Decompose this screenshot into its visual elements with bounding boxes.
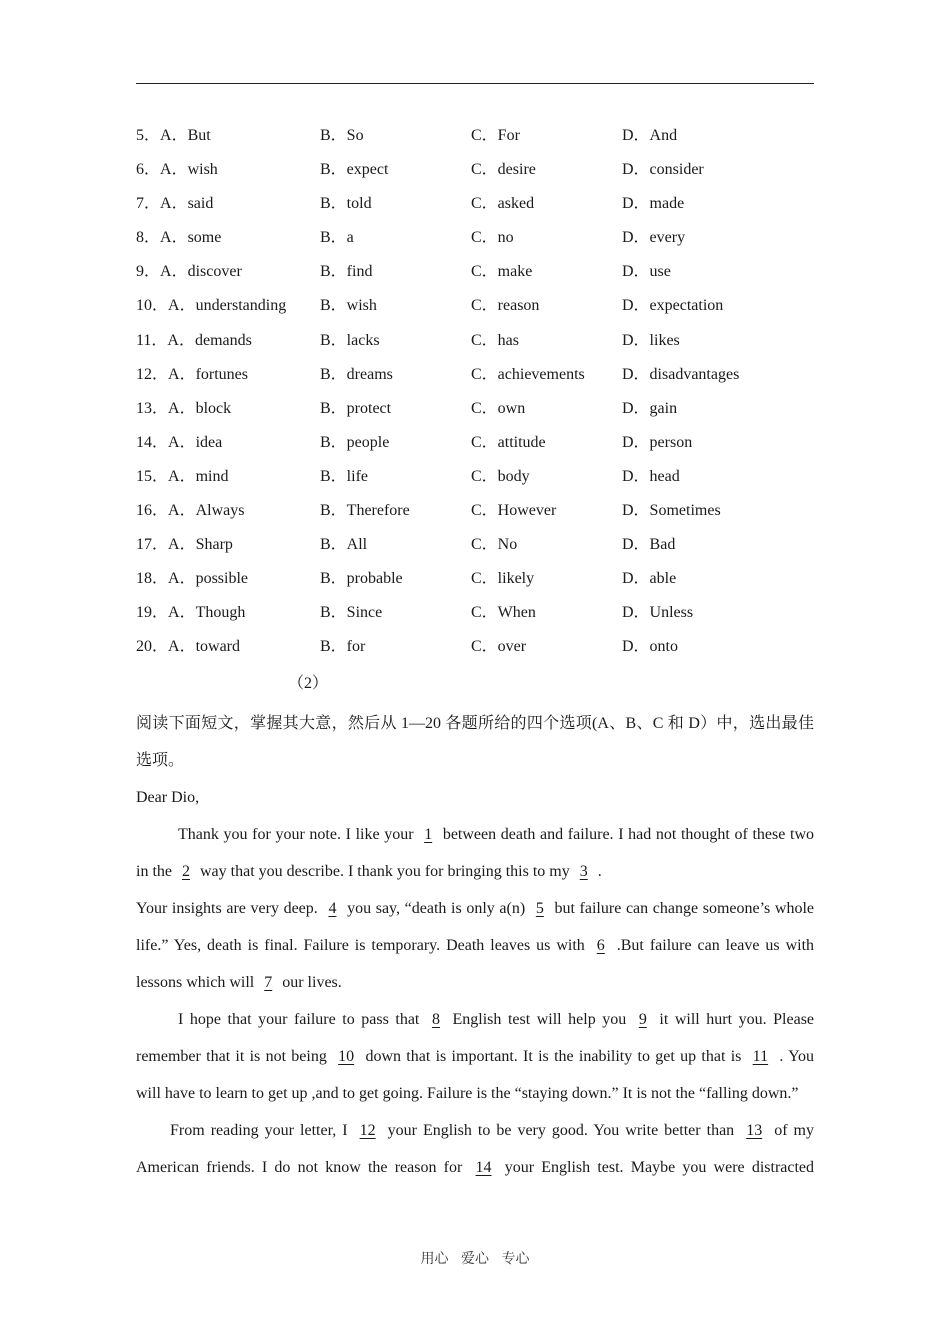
option-c: C．attitude [471, 433, 546, 451]
option-b: B．Therefore [320, 502, 410, 520]
option-a: A．possible [168, 570, 249, 588]
option-b: B．for [320, 638, 366, 656]
option-row [136, 397, 814, 431]
option-b: B．wish [320, 297, 377, 315]
option-b: B．All [320, 536, 368, 554]
option-c: C．no [471, 229, 514, 247]
paragraph-4: From reading your letter, I 12 your English to be very good. You write better than 13 of my American friends. I do not know the reason for 14 your English test. Maybe you were distracted [136, 1122, 815, 1176]
question-cell [136, 192, 213, 216]
question-cell [136, 567, 248, 591]
paragraph-2: Your insights are very deep. 4 you say, “death is only a(n) 5 but failure can change someone’s whole life.” Yes, death is final. Failure is temporary. Death leaves us with 6 .But failure can leave us with lessons which will 7 our lives. [136, 900, 815, 991]
option-a: A．idea [168, 433, 223, 451]
option-a: A．But [160, 127, 211, 144]
option-c: C．likely [471, 570, 535, 588]
option-d: D．every [622, 229, 686, 247]
option-b: B．life [320, 467, 368, 485]
option-row [136, 294, 814, 328]
option-a: A．block [168, 399, 232, 417]
question-cell [136, 260, 242, 284]
option-row [136, 260, 814, 294]
question-cell [136, 329, 252, 353]
option-c: C．reason [471, 297, 540, 315]
question-number: 17． [136, 536, 169, 554]
option-d: D．head [622, 467, 680, 485]
question-number: 10． [136, 297, 169, 315]
option-d: D．person [622, 433, 693, 451]
question-cell [136, 397, 231, 421]
option-c: C．No [471, 536, 518, 554]
section-label: （2） [288, 675, 329, 692]
blank: 14 [475, 1159, 492, 1176]
blank: 10 [338, 1048, 355, 1065]
option-d: D．Sometimes [622, 502, 721, 520]
blank: 4 [328, 900, 337, 917]
option-b: B．people [320, 433, 390, 451]
option-d: D．expectation [622, 297, 724, 315]
option-c: C．own [471, 399, 526, 417]
paragraph-3: I hope that your failure to pass that 8 English test will help you 9 it will hurt you. Please remember that it is not being 10 down that is important. It is the inability to get up that is 11 . You will have to learn to get up ,and to get going. Failure is the “staying down.” It is not the “falling down.” [136, 1011, 815, 1102]
blank: 2 [182, 863, 190, 880]
blank: 5 [535, 900, 544, 917]
header-rule [136, 83, 814, 84]
option-a: A．Sharp [168, 536, 233, 554]
question-number: 19． [136, 604, 169, 622]
option-b: B．So [320, 127, 364, 144]
option-c: C．achievements [471, 365, 585, 383]
option-row [136, 601, 814, 635]
blank: 12 [359, 1122, 376, 1139]
option-row [136, 567, 814, 601]
question-number: 9． [136, 263, 161, 281]
option-c: C．has [471, 331, 520, 349]
option-b: B．told [320, 195, 372, 213]
question-number: 12． [136, 365, 169, 383]
question-cell [136, 465, 228, 489]
passage [136, 705, 814, 1186]
question-cell [136, 499, 244, 523]
option-a: A．Always [168, 502, 245, 520]
question-number: 20． [136, 638, 169, 656]
option-c: C．When [471, 604, 536, 622]
question-number: 11． [136, 331, 168, 349]
option-b: B．lacks [320, 331, 380, 349]
blank: 13 [746, 1122, 763, 1139]
page-footer: 用心 爱心 专心 [420, 1251, 530, 1267]
option-a: A．toward [168, 638, 241, 656]
blank: 1 [424, 826, 433, 843]
option-c: C．asked [471, 195, 535, 213]
option-d: D．And [622, 127, 678, 144]
option-a: A．demands [167, 331, 252, 349]
option-a: A．wish [160, 161, 218, 179]
question-cell [136, 294, 286, 318]
option-a: A．said [160, 195, 214, 213]
option-row [136, 533, 814, 567]
option-c: C．For [471, 127, 520, 144]
question-number: 7． [136, 195, 161, 213]
option-b: B．dreams [320, 365, 393, 383]
instructions: 阅读下面短文，掌握其大意，然后从 1—20 各题所给的四个选项(A、B、C 和 D）中，选出最佳选项。 [136, 715, 814, 769]
blank: 6 [596, 937, 605, 954]
greeting: Dear Dio, [136, 789, 200, 806]
option-d: D．Bad [622, 536, 676, 554]
option-d: D．disadvantages [622, 365, 740, 383]
option-c: C．However [471, 502, 557, 520]
question-number: 5． [136, 127, 161, 144]
option-b: B．find [320, 263, 373, 281]
option-a: A．Though [168, 604, 246, 622]
option-a: A．discover [160, 263, 242, 281]
options-list [136, 124, 814, 670]
option-row [136, 158, 814, 192]
option-d: D．able [622, 570, 677, 588]
blank: 3 [579, 863, 588, 880]
option-d: D．gain [622, 399, 678, 417]
option-d: D．likes [622, 331, 680, 349]
option-b: B．probable [320, 570, 403, 588]
question-number: 15． [136, 467, 169, 485]
option-b: B．Since [320, 604, 383, 622]
option-row [136, 499, 814, 533]
option-a: A．fortunes [168, 365, 249, 383]
question-number: 6． [136, 161, 161, 179]
question-cell [136, 158, 218, 182]
option-c: C．over [471, 638, 527, 656]
option-a: A．understanding [168, 297, 287, 315]
question-cell [136, 635, 240, 659]
option-b: B．expect [320, 161, 389, 179]
question-cell [136, 601, 245, 625]
option-a: A．some [160, 229, 222, 247]
option-row [136, 124, 814, 158]
option-row [136, 226, 814, 260]
option-row [136, 465, 814, 499]
option-b: B．protect [320, 399, 392, 417]
question-number: 8． [136, 229, 161, 247]
option-d: D．Unless [622, 604, 694, 622]
question-cell [136, 431, 222, 455]
question-number: 16． [136, 502, 169, 520]
question-cell [136, 533, 233, 557]
option-c: C．body [471, 467, 530, 485]
question-number: 14． [136, 433, 169, 451]
question-cell [136, 124, 211, 148]
option-d: D．use [622, 263, 671, 281]
option-row [136, 363, 814, 397]
option-a: A．mind [168, 467, 229, 485]
option-row [136, 431, 814, 465]
option-c: C．make [471, 263, 533, 281]
question-cell [136, 226, 221, 250]
blank: 9 [638, 1011, 647, 1028]
option-d: D．made [622, 195, 685, 213]
blank: 7 [264, 974, 273, 991]
question-number: 13． [136, 399, 169, 417]
option-c: C．desire [471, 161, 536, 179]
option-row [136, 329, 814, 363]
question-cell [136, 363, 248, 387]
option-row [136, 635, 814, 669]
paragraph-1: Thank you for your note. I like your 1 between death and failure. I had not thought of these two in the 2 way that you describe. I thank you for bringing this to my 3 . [136, 826, 814, 880]
question-number: 18． [136, 570, 169, 588]
option-b: B．a [320, 229, 354, 247]
option-d: D．consider [622, 161, 704, 179]
blank: 8 [431, 1011, 440, 1028]
option-row [136, 192, 814, 226]
option-d: D．onto [622, 638, 679, 656]
blank: 11 [752, 1048, 769, 1065]
